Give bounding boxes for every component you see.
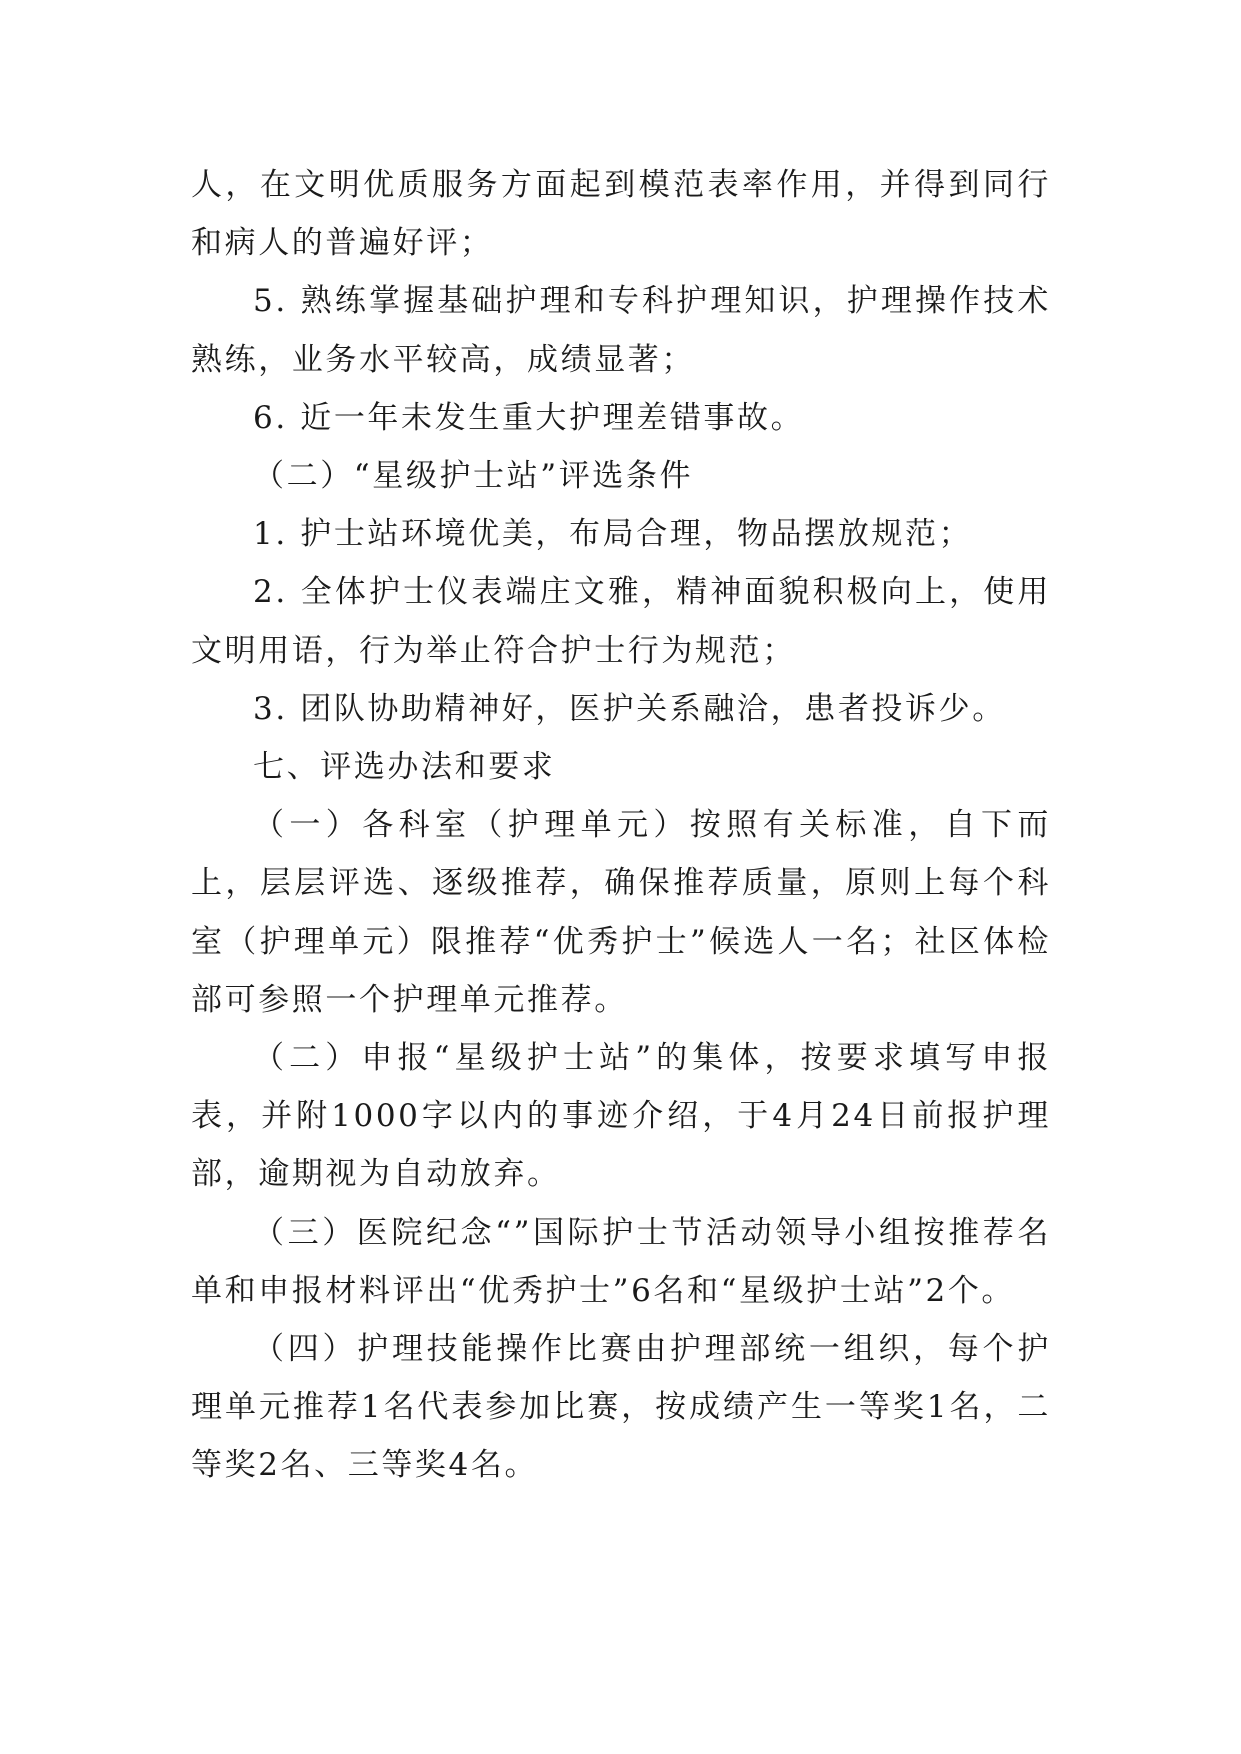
document-body	[191, 156, 1051, 1495]
paragraph-method-4: （四）护理技能操作比赛由护理部统一组织，每个护理单元推荐1名代表参加比赛，按成绩产生一等奖1名，二等奖2名、三等奖4名。	[191, 1331, 1051, 1484]
paragraph-method-3: （三）医院纪念“”国际护士节活动领导小组按推荐名单和申报材料评出“优秀护士”6名和“星级护士站”2个。	[191, 1214, 1051, 1309]
paragraph-station-item-1: 1. 护士站环境优美，布局合理，物品摆放规范；	[253, 516, 973, 553]
paragraph-continuation: 人，在文明优质服务方面起到模范表率作用，并得到同行和病人的普遍好评；	[191, 167, 1051, 262]
paragraph-method-2: （二）申报“星级护士站”的集体，按要求填写申报表，并附1000字以内的事迹介绍，于4月24日前报护理部，逾期视为自动放弃。	[191, 1040, 1051, 1193]
paragraph-method-1: （一）各科室（护理单元）按照有关标准，自下而上，层层评选、逐级推荐，确保推荐质量，原则上每个科室（护理单元）限推荐“优秀护士”候选人一名；社区体检部可参照一个护理单元推荐。	[191, 807, 1051, 1018]
paragraph-station-item-2: 2. 全体护士仪表端庄文雅，精神面貌积极向上，使用文明用语，行为举止符合护士行为规范；	[191, 574, 1051, 669]
section-heading-methods: 七、评选办法和要求	[253, 749, 556, 786]
paragraph-item-5: 5. 熟练掌握基础护理和专科护理知识，护理操作技术熟练，业务水平较高，成绩显著；	[191, 283, 1051, 378]
paragraph-station-item-3: 3. 团队协助精神好，医护关系融洽，患者投诉少。	[253, 690, 1006, 727]
paragraph-item-6: 6. 近一年未发生重大护理差错事故。	[253, 399, 805, 436]
section-heading-star-station: （二）“星级护士站”评选条件	[253, 458, 694, 495]
